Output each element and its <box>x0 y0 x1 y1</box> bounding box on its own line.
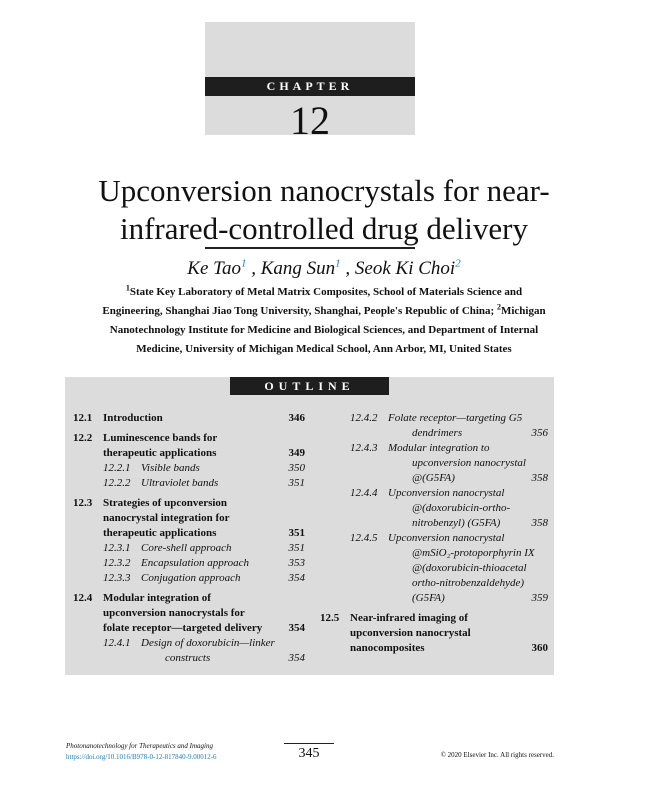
outline-entry-number: 12.2.1 <box>103 462 131 474</box>
outline-entry-number: 12.5 <box>320 612 340 624</box>
outline-entry-title: Core-shell approach <box>141 542 232 554</box>
title-divider <box>205 247 415 249</box>
outline-entry-title: upconversion nanocrystals for <box>103 607 245 619</box>
outline-entry-page: 351 <box>288 477 305 489</box>
chapter-number: 12 <box>290 98 330 143</box>
outline-entry-title: Encapsulation approach <box>141 557 250 569</box>
outline-entry-number: 12.3.3 <box>103 572 131 584</box>
outline-entry-title: Luminescence bands for <box>103 432 218 444</box>
outline-entry-title: nanocomposites <box>350 642 425 654</box>
author-affiliation-ref[interactable]: 1 <box>240 257 247 270</box>
outline-entry-title: therapeutic applications <box>103 447 217 459</box>
outline-entry-title: (G5FA) <box>412 592 445 604</box>
doi-link[interactable]: https://doi.org/10.1016/B978-0-12-817840-9.00012-6 <box>66 753 217 761</box>
outline-entry-number: 12.4.3 <box>350 442 378 454</box>
outline-entry-title: Design of doxorubicin—linker <box>141 637 275 649</box>
outline-entry-page: 346 <box>288 412 305 424</box>
title-line-1: Upconversion nanocrystals for near- <box>98 173 550 208</box>
outline-entry-number: 12.2 <box>73 432 93 444</box>
author-list: Ke Tao$^1$ , Kang Sun$^1$ , Seok Ki Choi$^2$ <box>187 257 461 279</box>
outline-entry-number: 12.3.2 <box>103 557 131 569</box>
footer-divider <box>284 743 334 744</box>
affiliations <box>60 283 588 359</box>
chapter-header <box>205 22 415 143</box>
footer-citation <box>66 741 217 763</box>
outline-entry-title: nanocrystal integration for <box>103 512 230 524</box>
outline-entry-page: 354 <box>288 652 305 664</box>
affiliation-line: Engineering, Shanghai Jiao Tong University, Shanghai, People's Republic of China; $^2$Michigan <box>102 302 546 317</box>
outline-entry-title: Conjugation approach <box>141 572 241 584</box>
outline-entry-page: 350 <box>288 462 305 474</box>
outline-entry-page: 349 <box>288 447 305 459</box>
author-affiliation-ref[interactable]: 2 <box>455 257 461 270</box>
outline-entry-number: 12.4 <box>73 592 93 604</box>
outline-entry-title: nitrobenzyl) (G5FA) <box>412 517 501 529</box>
title-line-2: infrared-controlled drug delivery <box>120 211 528 246</box>
affiliation-line: Medicine, University of Michigan Medical School, Ann Arbor, MI, United States <box>136 343 512 355</box>
outline-entry-title: Strategies of upconversion <box>103 497 228 509</box>
outline-entry-title: Upconversion nanocrystal <box>388 532 505 544</box>
outline-entry-title: @(G5FA) <box>412 472 455 484</box>
book-title: Photonanotechnology for Therapeutics and Imaging <box>66 742 213 750</box>
affiliation-line: Nanotechnology Institute for Medicine and Biological Sciences, and Department of Internal <box>109 324 539 336</box>
outline-entry-number: 12.3.1 <box>103 542 131 554</box>
outline-entry-number: 12.4.5 <box>350 532 378 544</box>
outline-entry-number: 12.3 <box>73 497 93 509</box>
outline-entry-number: 12.1 <box>73 412 93 424</box>
outline-entry-number: 12.2.2 <box>103 477 131 489</box>
author-name: Kang Sun <box>260 258 336 279</box>
outline-entry-number: 12.4.2 <box>350 412 378 424</box>
page-number: 345 <box>298 746 320 761</box>
outline-entry-title: upconversion nanocrystal <box>412 457 526 469</box>
outline-entry-title: upconversion nanocrystal <box>350 627 471 639</box>
outline-entry-page: 359 <box>531 592 548 604</box>
affiliation-line: $^1$State Key Laboratory of Metal Matrix Composites, School of Materials Science and <box>125 283 523 298</box>
outline-entry-title: @(doxorubicin-ortho- <box>412 502 511 514</box>
outline-entry-page: 356 <box>531 427 548 439</box>
outline-entry-title: @(doxorubicin-thioacetal <box>412 562 527 574</box>
outline-entry-title: ortho-nitrobenzaldehyde) <box>412 577 525 589</box>
outline-entry-title: folate receptor—targeted delivery <box>103 622 263 634</box>
outline-entry-title: Near-infrared imaging of <box>350 612 468 624</box>
outline-entry-page: 360 <box>531 642 548 654</box>
outline-entry-page: 353 <box>288 557 305 569</box>
outline-entry-title: Modular integration of <box>103 592 211 604</box>
outline-entry-page: 358 <box>531 472 548 484</box>
outline-entry-number: 12.4.1 <box>103 637 131 649</box>
outline-entry-page: 351 <box>288 527 305 539</box>
author-name: Ke Tao <box>187 258 241 279</box>
outline-entry-title: therapeutic applications <box>103 527 217 539</box>
outline-entry-title: constructs <box>165 652 211 664</box>
outline-entry-number: 12.4.4 <box>350 487 378 499</box>
author-affiliation-ref[interactable]: 1 <box>335 257 341 270</box>
outline-entry-page: 358 <box>531 517 548 529</box>
chapter-title <box>50 172 598 248</box>
outline-entry-title: Introduction <box>103 412 163 424</box>
outline-entry-title: Modular integration to <box>388 442 490 454</box>
outline-entry-page: 354 <box>288 572 305 584</box>
author-name: Seok Ki Choi <box>354 258 456 279</box>
copyright: © 2020 Elsevier Inc. All rights reserved. <box>440 751 554 759</box>
outline-entry-title: Ultraviolet bands <box>141 477 219 489</box>
outline-box <box>65 377 554 675</box>
outline-entry-title: @mSiO₂-protoporphyrin IX <box>412 547 535 559</box>
outline-entry-title: dendrimers <box>412 427 463 439</box>
outline-entry-title: Folate receptor—targeting G5 <box>388 412 523 424</box>
outline-entry-page: 354 <box>288 622 305 634</box>
outline-label: OUTLINE <box>230 377 389 395</box>
chapter-label: CHAPTER <box>205 77 415 96</box>
outline-entry-page: 351 <box>288 542 305 554</box>
outline-entry-title: Upconversion nanocrystal <box>388 487 505 499</box>
outline-entry-title: Visible bands <box>141 462 200 474</box>
